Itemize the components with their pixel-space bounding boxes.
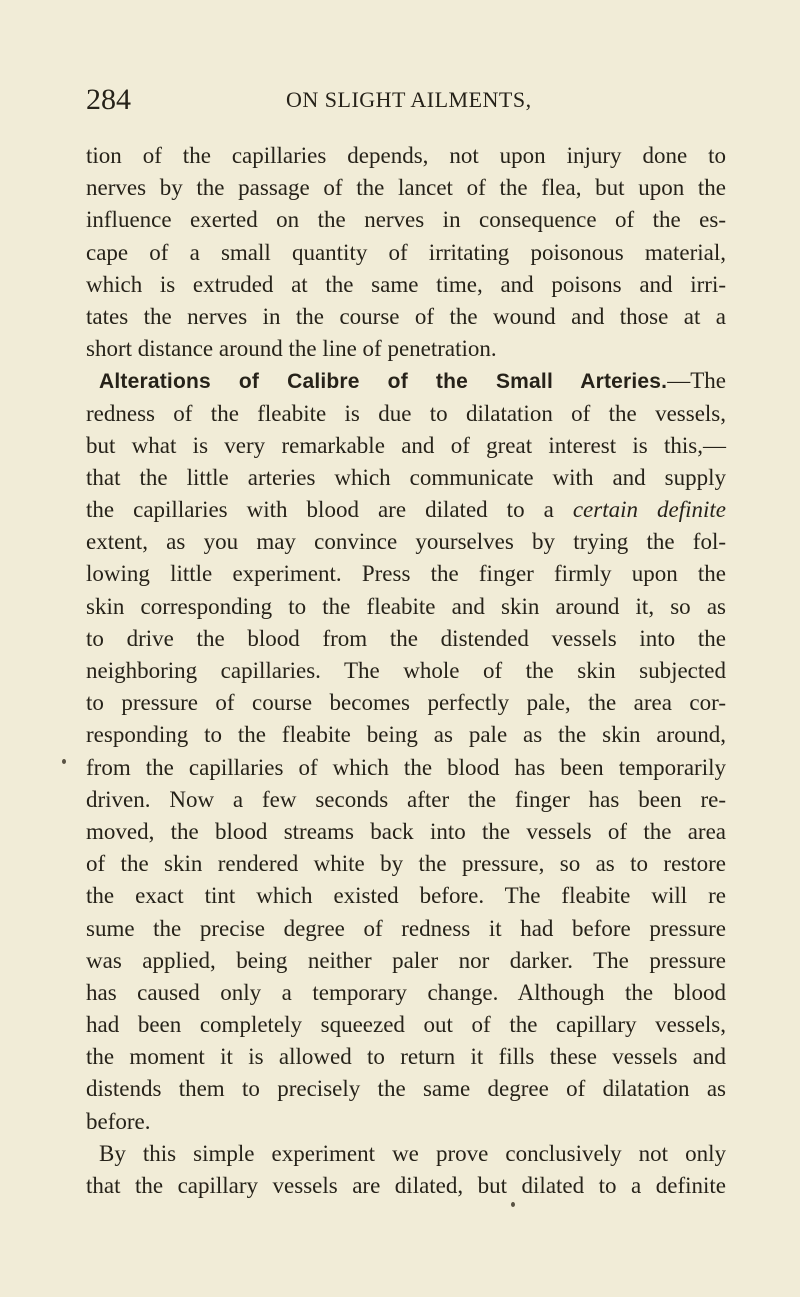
text-line: was applied, being neither paler nor darker. The pressure xyxy=(86,947,726,973)
paper-speck xyxy=(511,1202,515,1207)
text-run: the capillaries with blood are dilated to a xyxy=(86,497,573,523)
body-text xyxy=(86,140,726,1202)
text-line: from the capillaries of which the blood has been temporarily xyxy=(86,754,726,780)
text-line: the moment it is allowed to return it fills these vessels and xyxy=(86,1044,726,1070)
text-line: tion of the capillaries depends, not upon injury done to xyxy=(86,143,726,168)
text-line: extent, as you may convince yourselves by trying the fol- xyxy=(86,529,726,555)
text-run: —The xyxy=(667,368,726,394)
text-line: neighboring capillaries. The whole of the skin subjected xyxy=(86,658,726,683)
text-line: driven. Now a few seconds after the finger has been re- xyxy=(86,786,726,812)
running-head: ON SLIGHT AILMENTS, xyxy=(286,87,532,112)
text-line: to pressure of course becomes perfectly pale, the area cor- xyxy=(86,690,726,716)
text-line: has caused only a temporary change. Although the blood xyxy=(86,979,726,1005)
text-line: redness of the fleabite is due to dilatation of the vessels, xyxy=(86,400,726,426)
text-line xyxy=(86,494,726,526)
text-line: but what is very remarkable and of great interest is this,— xyxy=(86,432,726,458)
text-line: of the skin rendered white by the pressure, so as to restore xyxy=(86,851,726,877)
page-header xyxy=(86,80,726,120)
italic-emphasis: certain definite xyxy=(572,497,726,523)
text-line: before. xyxy=(86,1108,151,1134)
text-line: had been completely squeezed out of the capillary vessels, xyxy=(86,1012,726,1038)
section-heading: Alterations of Calibre of the Small Arteries. xyxy=(99,370,668,394)
section-heading-line xyxy=(86,365,726,397)
text-line: By this simple experiment we prove conclusively not only xyxy=(99,1140,726,1166)
text-line: which is extruded at the same time, and poisons and irri- xyxy=(86,271,726,297)
text-line: sume the precise degree of redness it had before pressure xyxy=(86,915,726,941)
text-line: responding to the fleabite being as pale as the skin around, xyxy=(86,722,726,748)
text-line: tates the nerves in the course of the wound and those at a xyxy=(86,303,726,329)
page-number: 284 xyxy=(86,83,131,116)
text-line: skin corresponding to the fleabite and skin around it, so as xyxy=(86,593,726,619)
text-line: distends them to precisely the same degree of dilatation as xyxy=(86,1076,726,1102)
text-line: short distance around the line of penetration. xyxy=(86,336,497,362)
text-line: influence exerted on the nerves in consequence of the es- xyxy=(86,207,726,233)
text-line: cape of a small quantity of irritating poisonous material, xyxy=(86,239,726,265)
paper-speck xyxy=(62,759,66,764)
text-line: moved, the blood streams back into the vessels of the area xyxy=(86,818,726,844)
text-line: lowing little experiment. Press the finger firmly upon the xyxy=(86,561,726,587)
text-line: to drive the blood from the distended vessels into the xyxy=(86,625,726,651)
text-line: nerves by the passage of the lancet of the flea, but upon the xyxy=(86,175,726,201)
text-line: the exact tint which existed before. The fleabite will re xyxy=(86,883,726,909)
text-line: that the little arteries which communicate with and supply xyxy=(86,464,726,490)
text-line: that the capillary vessels are dilated, but dilated to a definite xyxy=(86,1173,726,1198)
